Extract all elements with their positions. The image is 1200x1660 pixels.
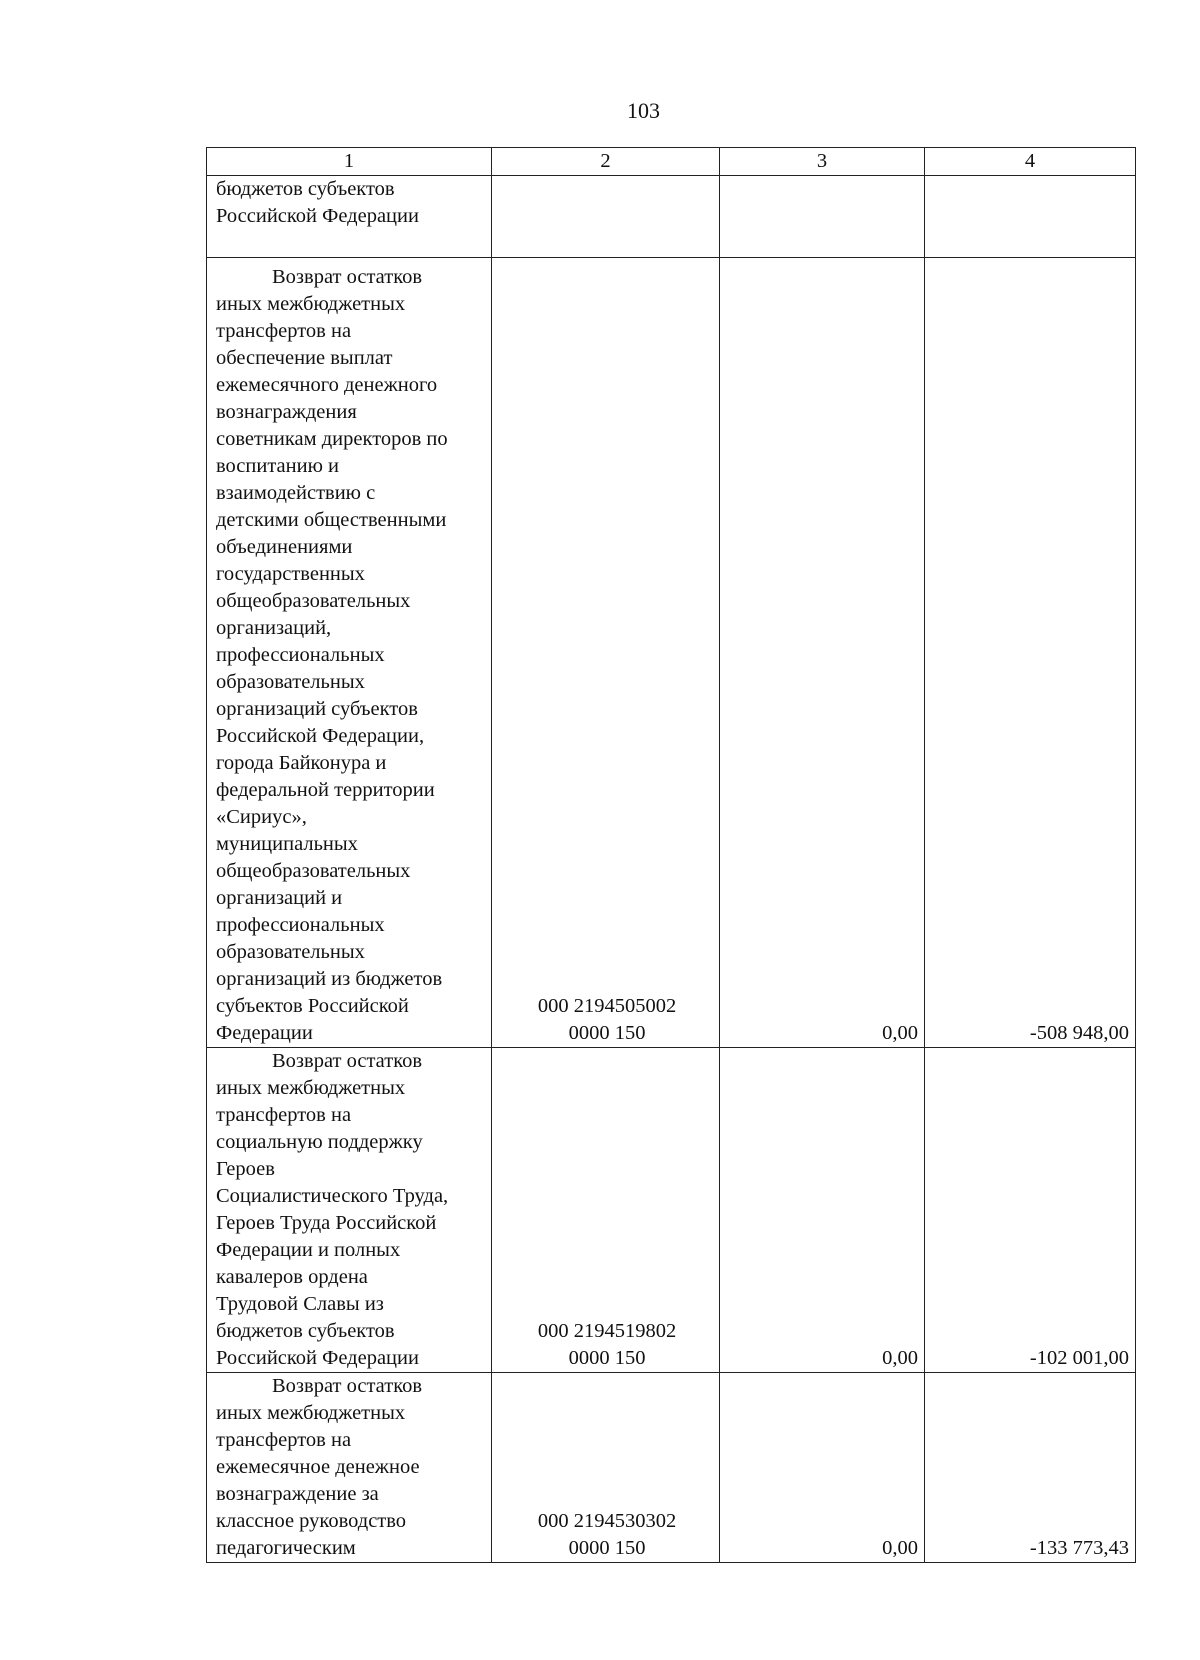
- budget-table: [206, 147, 1136, 1563]
- table-row: [207, 1048, 1136, 1373]
- row-code: 000 2194519802 0000 150: [492, 1048, 720, 1373]
- row-col3-value: 0,00: [720, 258, 925, 1048]
- table-header-row: [207, 148, 1136, 176]
- row-code: 000 2194530302 0000 150: [492, 1373, 720, 1563]
- row-col4-value: [925, 176, 1136, 258]
- description-text: Возврат остатков иных межбюджетных трансфертов на обеспечение выплат ежемесячного денежного вознаграждения советникам директоров по воспитанию и взаимодействию с детскими общественными объединениями государственных общеобразовательных организаций, профессиональных образовательных организаций субъектов Российской Федерации, города Байконура и федеральной территории «Сириус», муниципальных общеобразовательных организаций и профессиональных образовательных организаций из бюджетов субъектов Российской Федерации: [216, 266, 448, 1044]
- column-header-3: 3: [720, 148, 925, 176]
- row-col3-value: 0,00: [720, 1373, 925, 1563]
- description-text: бюджетов субъектов Российской Федерации: [216, 178, 419, 227]
- description-text: Возврат остатков иных межбюджетных трансфертов на ежемесячное денежное вознаграждение за классное руководство педагогическим: [216, 1375, 423, 1559]
- row-col4-value: -102 001,00: [925, 1048, 1136, 1373]
- description-text: Возврат остатков иных межбюджетных трансфертов на социальную поддержку Героев Социалистического Труда, Героев Труда Российской Федерации и полных кавалеров ордена Трудовой Славы из бюджетов субъектов Российской Федерации: [216, 1050, 449, 1369]
- row-col4-value: -508 948,00: [925, 258, 1136, 1048]
- row-description: [207, 1048, 492, 1373]
- row-col4-value: -133 773,43: [925, 1373, 1136, 1563]
- table-row: [207, 176, 1136, 258]
- column-header-4: 4: [925, 148, 1136, 176]
- row-description: [207, 176, 492, 258]
- row-description: [207, 1373, 492, 1563]
- page-number: 103: [627, 98, 660, 123]
- column-header-2: 2: [492, 148, 720, 176]
- column-header-1: 1: [207, 148, 492, 176]
- table-row: [207, 1373, 1136, 1563]
- table-row: [207, 258, 1136, 1048]
- row-code: [492, 176, 720, 258]
- row-col3-value: 0,00: [720, 1048, 925, 1373]
- row-description: [207, 258, 492, 1048]
- row-col3-value: [720, 176, 925, 258]
- row-code: 000 2194505002 0000 150: [492, 258, 720, 1048]
